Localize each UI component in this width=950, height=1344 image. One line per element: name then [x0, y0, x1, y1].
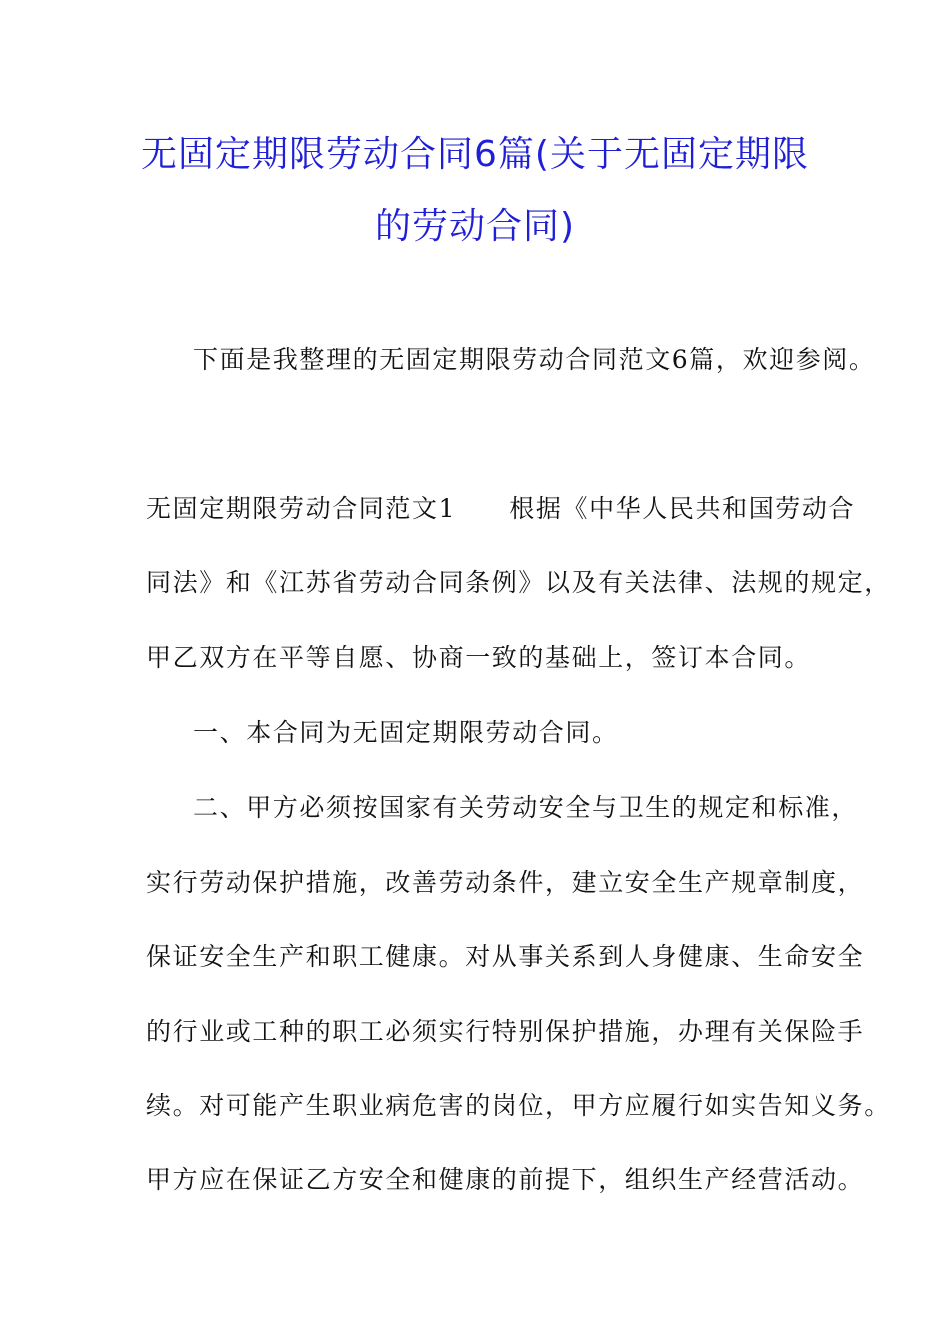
body-line: 甲乙双方在平等自愿、协商一致的基础上，签订本合同。 [146, 643, 812, 672]
clause-1: 一、本合同为无固定期限劳动合同。 [193, 718, 619, 747]
intro-paragraph: 下面是我整理的无固定期限劳动合同范文6篇，欢迎参阅。 [193, 345, 876, 374]
clause-2: 二、甲方必须按国家有关劳动安全与卫生的规定和标准， [193, 793, 859, 822]
body-line: 甲方应在保证乙方安全和健康的前提下，组织生产经营活动。 [146, 1165, 865, 1194]
document-title-line-1: 无固定期限劳动合同6篇(关于无固定期限 [141, 134, 809, 175]
body-line: 续。对可能产生职业病危害的岗位，甲方应履行如实告知义务。 [146, 1091, 891, 1120]
body-line: 保证安全生产和职工健康。对从事关系到人身健康、生命安全 [146, 942, 865, 971]
body-line: 的行业或工种的职工必须实行特别保护措施，办理有关保险手 [146, 1017, 865, 1046]
document-title-line-2: 的劳动合同) [374, 206, 576, 247]
body-line: 无固定期限劳动合同范文1 根据《中华人民共和国劳动合 [146, 494, 856, 523]
body-line: 同法》和《江苏省劳动合同条例》以及有关法律、法规的规定， [146, 568, 891, 597]
body-line: 实行劳动保护措施，改善劳动条件，建立安全生产规章制度， [146, 868, 865, 897]
